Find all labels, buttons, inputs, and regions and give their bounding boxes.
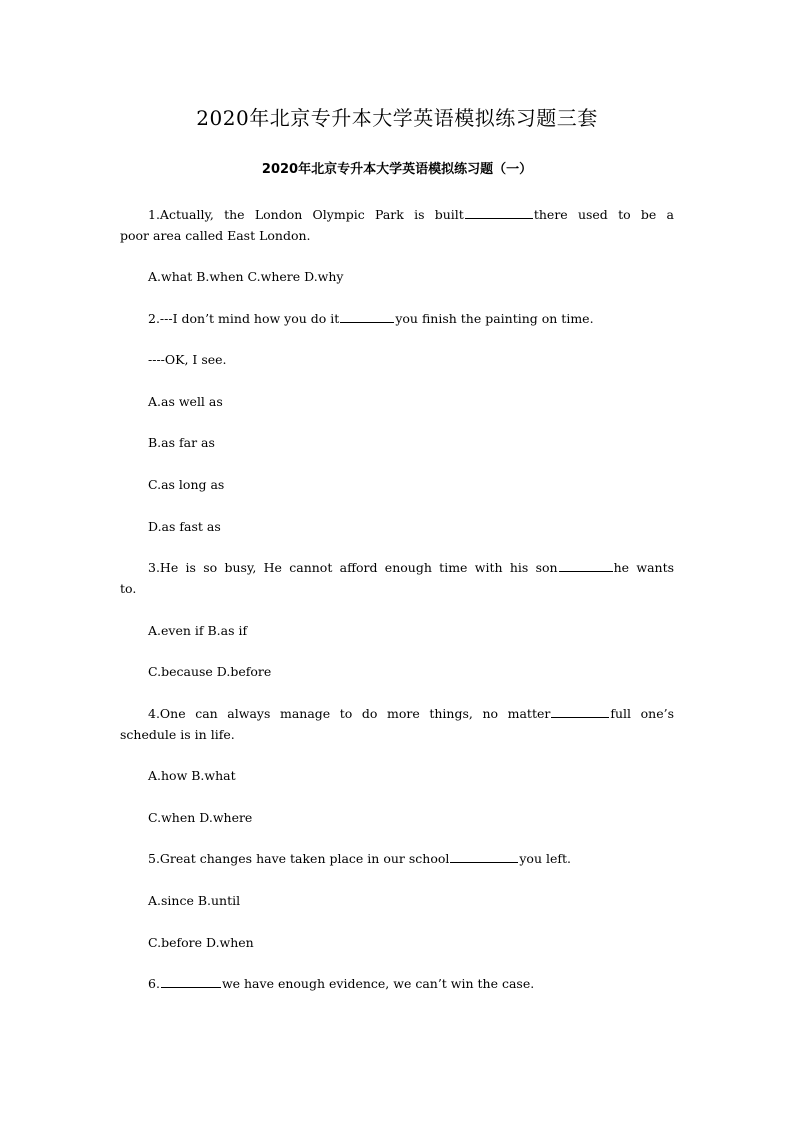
answer-blank: [340, 308, 394, 323]
answer-blank: [559, 557, 613, 572]
question-2-text-b: you finish the painting on time.: [395, 311, 594, 326]
question-2-option-c: C.as long as: [148, 477, 225, 492]
question-2-text-a: 2.---I don’t mind how you do it: [148, 311, 340, 326]
question-3-stem: [148, 557, 674, 578]
question-6-text-b: we have enough evidence, we can’t win the case.: [221, 976, 535, 991]
question-1-stem: [148, 204, 674, 225]
question-1-text-a: 1.Actually, the London Olympic Park is built: [148, 207, 464, 222]
question-1-options: A.what B.when C.where D.why: [148, 269, 344, 284]
question-5-options-2: C.before D.when: [148, 935, 254, 950]
question-2-option-d: D.as fast as: [148, 519, 221, 534]
question-5-stem: [148, 848, 571, 869]
document-title: 2020年北京专升本大学英语模拟练习题三套: [196, 106, 598, 130]
question-2-stem: [148, 308, 594, 329]
question-4-options-1: A.how B.what: [148, 768, 236, 783]
question-4-stem-cont: schedule is in life.: [120, 727, 235, 742]
question-3-text-b: he wants: [613, 560, 675, 575]
question-4-text-b: full one’s: [610, 706, 674, 721]
question-3-options-1: A.even if B.as if: [148, 623, 248, 638]
answer-blank: [551, 703, 609, 718]
question-2-option-a: A.as well as: [148, 394, 223, 409]
answer-blank: [450, 848, 518, 863]
question-5-options-1: A.since B.until: [148, 893, 241, 908]
question-1-text-b: there used to be a: [533, 207, 674, 222]
question-3-options-2: C.because D.before: [148, 664, 272, 679]
section-title: 2020年北京专升本大学英语模拟练习题（一）: [261, 162, 533, 177]
question-4-stem: [148, 703, 674, 724]
answer-blank: [161, 973, 221, 988]
question-4-options-2: C.when D.where: [148, 810, 253, 825]
question-2-reply: ----OK, I see.: [148, 352, 227, 367]
question-3-stem-cont: to.: [120, 581, 137, 596]
answer-blank: [465, 204, 533, 219]
question-5-text-b: you left.: [519, 851, 572, 866]
question-2-option-b: B.as far as: [148, 435, 215, 450]
question-6-text-a: 6.: [148, 976, 160, 991]
question-4-text-a: 4.One can always manage to do more things, no matter: [148, 706, 551, 721]
question-3-text-a: 3.He is so busy, He cannot afford enough time with his son: [148, 560, 558, 575]
question-6-stem: [148, 973, 534, 994]
question-1-stem-cont: poor area called East London.: [120, 228, 311, 243]
question-5-text-a: 5.Great changes have taken place in our school: [148, 851, 450, 866]
